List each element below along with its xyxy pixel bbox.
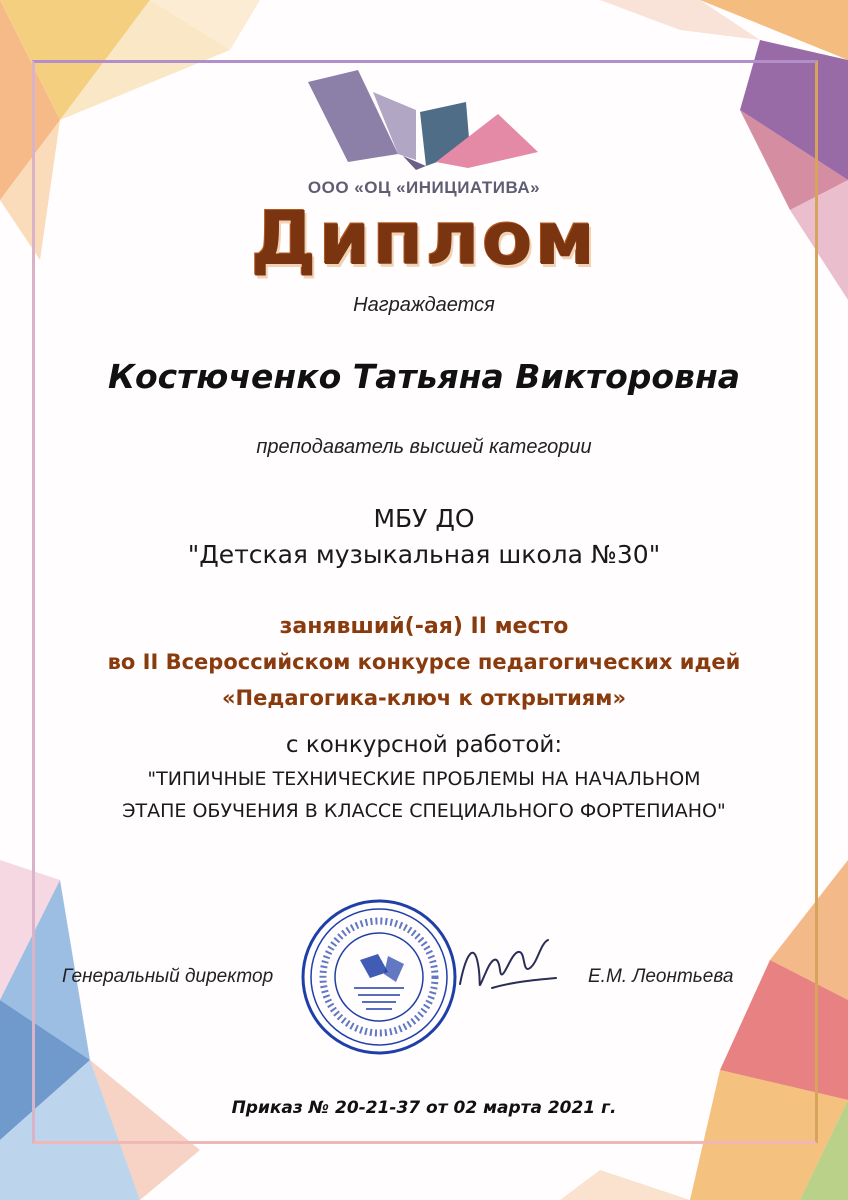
diploma-title: Диплом <box>250 196 598 282</box>
work-title-line-1: "ТИПИЧНЫЕ ТЕХНИЧЕСКИЕ ПРОБЛЕМЫ НА НАЧАЛЬНОМ <box>147 768 701 790</box>
official-stamp-icon <box>300 898 458 1056</box>
order-reference: Приказ № 20-21-37 от 02 марта 2021 г. <box>231 1098 617 1118</box>
organization-name: ООО «ОЦ «ИНИЦИАТИВА» <box>307 178 541 197</box>
logo-book-icon <box>298 62 548 172</box>
recipient-position: преподаватель высшей категории <box>256 436 592 458</box>
awarded-label: Награждается <box>353 294 495 316</box>
director-title: Генеральный директор <box>62 966 274 987</box>
signature-icon <box>452 924 562 1004</box>
award-place: занявший(-ая) II место <box>279 614 569 639</box>
institution-name: "Детская музыкальная школа №30" <box>187 540 661 569</box>
work-title-line-2: ЭТАПЕ ОБУЧЕНИЯ В КЛАССЕ СПЕЦИАЛЬНОГО ФОРТЕПИАНО" <box>122 800 726 822</box>
work-label: с конкурсной работой: <box>285 732 563 758</box>
contest-name: «Педагогика-ключ к открытиям» <box>221 686 627 710</box>
contest-description: во II Всероссийском конкурсе педагогических идей <box>107 650 741 674</box>
recipient-name: Костюченко Татьяна Викторовна <box>107 357 741 396</box>
institution-type: МБУ ДО <box>373 504 475 533</box>
director-name: Е.М. Леонтьева <box>588 966 734 987</box>
